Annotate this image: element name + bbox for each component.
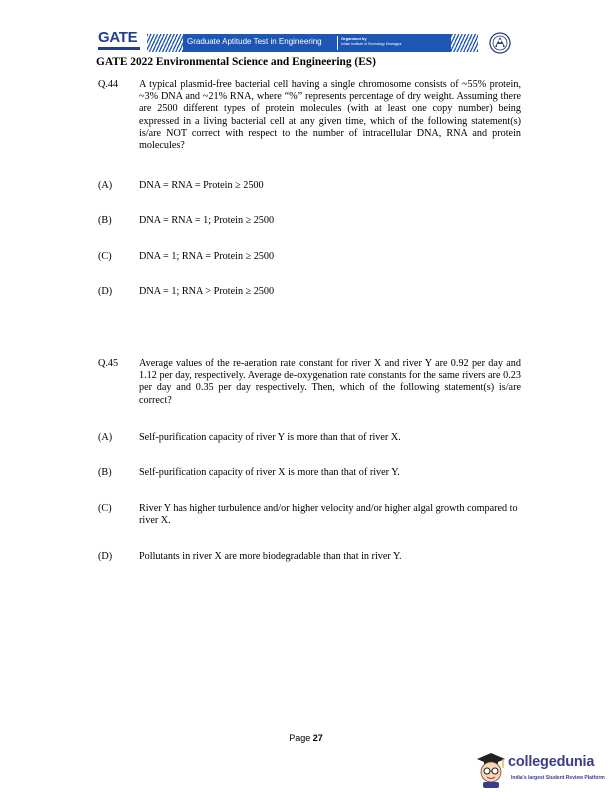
option-text: River Y has higher turbulence and/or higher velocity and/or higher algal growth compared to river X. — [139, 503, 518, 527]
option-text: DNA = RNA = 1; Protein ≥ 2500 — [139, 215, 275, 226]
option-text: DNA = 1; RNA = Protein ≥ 2500 — [139, 251, 275, 262]
option-label: (B) — [98, 467, 112, 478]
question-number: Q.44 — [98, 79, 119, 90]
option-text: DNA = RNA = Protein ≥ 2500 — [139, 180, 264, 191]
collegedunia-logo — [470, 748, 612, 792]
brand-name: collegedunia — [508, 754, 595, 770]
option-text: Self-purification capacity of river X is more than that of river Y. — [139, 467, 400, 478]
option-text: Self-purification capacity of river Y is more than that of river X. — [139, 432, 401, 443]
gate-logo — [98, 30, 143, 56]
page-number — [0, 733, 612, 743]
question-number: Q.45 — [98, 358, 119, 369]
exam-title: GATE 2022 Environmental Science and Engineering (ES) — [96, 56, 376, 68]
page-number-value: 27 — [312, 733, 323, 743]
gate-logo-text: GATE — [98, 29, 138, 46]
option-label: (D) — [98, 551, 113, 562]
header-banner — [147, 34, 478, 52]
iit-emblem-icon — [489, 32, 511, 54]
banner-title: Graduate Aptitude Test in Engineering — [187, 37, 322, 46]
page-label: Page — [289, 733, 311, 743]
question-text: A typical plasmid-free bacterial cell having a single chromosome consists of ~55% protein, ~3% DNA and ~21% RNA, where “%” represents percentage of dry weight. Assuming there are 2500 different types of protein molecules (with at least one copy number) being expressed in a living bacterial cell at any given time, which of the following statement(s) is/are NOT correct with respect to the number of intracellular DNA, RNA and protein molecules? — [139, 79, 521, 152]
option-label: (C) — [98, 251, 112, 262]
option-text: Pollutants in river X are more biodegradable than that in river Y. — [139, 551, 402, 562]
question-text: Average values of the re-aeration rate constant for river X and river Y are 0.92 per day and 1.12 per day, respectively. Average de-oxygenation rate constants for the same rivers are 0.23 per day and 0.35 per day respectively. Then, which of the following statement(s) is/are correct? — [139, 358, 521, 406]
organiser-name: Indian Institute of Technology Kharagpur — [341, 42, 402, 46]
organised-by-label: Organised by — [341, 36, 367, 41]
option-label: (C) — [98, 503, 112, 514]
option-label: (B) — [98, 215, 112, 226]
option-label: (A) — [98, 432, 113, 443]
mascot-icon — [474, 750, 508, 790]
option-label: (A) — [98, 180, 113, 191]
brand-tagline: India's largest Student Review Platform — [511, 775, 605, 781]
option-label: (D) — [98, 286, 113, 297]
gate-logo-bar — [98, 47, 140, 50]
option-text: DNA = 1; RNA > Protein ≥ 2500 — [139, 286, 275, 297]
